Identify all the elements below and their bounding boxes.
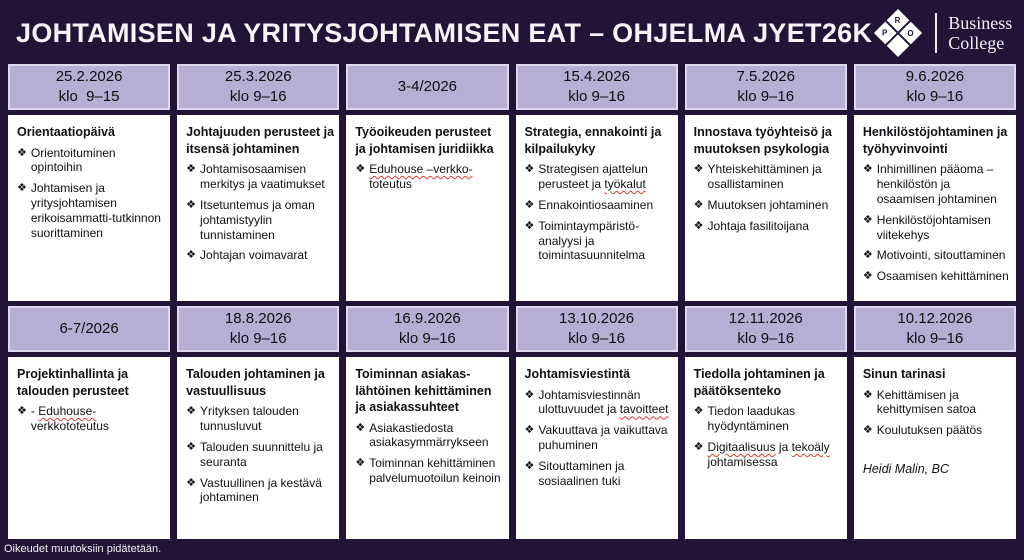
session-date: 9.6.2026 <box>905 67 965 85</box>
topic-bullet <box>863 269 1011 284</box>
session-content-cell <box>8 357 170 539</box>
session-content-cell <box>685 357 847 539</box>
topic-text: Koulutuksen päätös <box>876 423 983 438</box>
session-content-cell <box>685 115 847 301</box>
topic-bullet <box>694 198 842 213</box>
session-title: Tiedolla johtaminen ja päätöksenteko <box>693 367 825 398</box>
diamond-bullet-icon: ❖ <box>186 249 197 262</box>
session-time: klo 9–16 <box>568 330 625 347</box>
diamond-bullet-icon: ❖ <box>524 219 535 232</box>
session-date: 10.12.2026 <box>897 309 973 327</box>
topic-text: Itsetuntemus ja oman johtamistyylin tunnistaminen <box>200 197 315 242</box>
topic-bullet <box>694 404 842 434</box>
topic-text: Inhimillinen pääoma – henkilöstön ja osaamisen johtaminen <box>876 162 997 206</box>
misspelling-underline: Eduhouse –verkko- <box>369 162 473 176</box>
session-date-cell <box>346 306 508 352</box>
diamond-bullet-icon: ❖ <box>862 213 873 226</box>
logo-org-line2: College <box>948 33 1005 53</box>
diamond-bullet-icon: ❖ <box>693 219 704 232</box>
diamond-bullet-icon: ❖ <box>355 163 366 175</box>
topic-text: Johtamisosaamisen merkitys ja vaatimukset <box>200 162 325 191</box>
diamond-bullet-icon: ❖ <box>186 476 197 489</box>
topic-text: Asiakastiedosta asiakasymmärrykseen <box>369 420 489 450</box>
session-date: 25.3.2026 <box>224 67 292 85</box>
diamond-bullet-icon: ❖ <box>186 405 197 417</box>
session-date: 12.11.2026 <box>728 309 803 327</box>
topic-bullet <box>694 162 842 192</box>
program-grid <box>0 64 1024 539</box>
topic-bullet <box>186 404 334 434</box>
topic-bullet <box>863 213 1011 243</box>
topic-bullet <box>186 162 334 192</box>
topic-bullet <box>863 423 1011 438</box>
topic-text: Toimintaympäristö-analyysi ja toimintasuunnitelma <box>538 218 646 263</box>
diamond-bullet-icon: ❖ <box>862 424 873 437</box>
topic-bullet <box>186 198 334 243</box>
diamond-bullet-icon: ❖ <box>524 163 535 175</box>
session-date-cell <box>8 306 170 352</box>
topic-text: Yrityksen talouden tunnusluvut <box>200 404 299 433</box>
diamond-bullet-icon: ❖ <box>862 388 873 401</box>
topic-bullet <box>17 404 165 434</box>
session-title: Projektinhallinta ja talouden perusteet <box>17 367 129 398</box>
session-title: Orientaatiopäivä <box>17 125 115 139</box>
topic-text: Henkilöstöjohtamisen viitekehys <box>876 212 991 242</box>
session-time: klo 9–16 <box>229 88 287 105</box>
diamond-bullet-icon: ❖ <box>17 182 27 195</box>
session-title: Johtajuuden perusteet ja itsensä johtaminen <box>186 125 335 156</box>
diamond-bullet-icon: ❖ <box>693 198 704 211</box>
session-date: 25.2.2026 <box>55 67 123 85</box>
topic-bullet <box>863 162 1011 207</box>
session-title: Sinun tarinasi <box>862 367 946 381</box>
session-date: 13.10.2026 <box>559 309 635 327</box>
topic-text: Orientoituminen opintoihin <box>30 145 116 175</box>
trainer-name: Heidi Malin, BC <box>862 462 949 477</box>
topic-text: Talouden suunnittelu ja seuranta <box>200 439 323 469</box>
topic-text: Strategisen ajattelun perusteet ja työkalut <box>538 162 648 191</box>
session-title: Toiminnan asiakas-lähtöinen kehittäminen ja asiakassuhteet <box>355 367 492 414</box>
session-time: klo 9–16 <box>568 88 625 105</box>
topic-text: Muutoksen johtaminen <box>707 197 829 212</box>
topic-bullet <box>694 219 842 234</box>
session-time: klo 9–16 <box>906 88 964 105</box>
session-date-cell <box>854 306 1016 352</box>
business-college-logo <box>872 7 1016 59</box>
session-title: Henkilöstöjohtaminen ja työhyvinvointi <box>862 125 1008 156</box>
topic-bullet <box>355 456 503 486</box>
topic-text: Johtamisviestinnän ulottuvuudet ja tavoitteet <box>538 387 669 417</box>
topic-bullet <box>525 198 673 213</box>
session-date: 18.8.2026 <box>224 309 292 327</box>
session-content-cell <box>516 115 678 301</box>
session-date-cell <box>685 306 847 352</box>
topic-text: Digitaalisuus ja tekoäly johtamisessa <box>707 439 830 469</box>
session-content-cell <box>854 357 1016 539</box>
diamond-bullet-icon: ❖ <box>862 163 873 175</box>
session-title: Johtamisviestintä <box>524 367 631 381</box>
diamond-bullet-icon: ❖ <box>186 198 197 211</box>
session-content-cell <box>177 357 339 539</box>
topic-text: Sitouttaminen ja sosiaalinen tuki <box>538 459 625 488</box>
topic-bullet <box>186 476 334 506</box>
topic-text: Osaamisen kehittäminen <box>876 269 1009 284</box>
topic-text: Kehittämisen ja kehittymisen satoa <box>876 387 977 417</box>
session-title: Innostava työyhteisö ja muutoksen psykologia <box>693 125 832 156</box>
diamond-bullet-icon: ❖ <box>693 163 704 175</box>
logo-org-name <box>948 13 1012 53</box>
topic-text: Vastuullinen ja kestävä johtaminen <box>200 475 322 505</box>
diamond-bullet-icon: ❖ <box>186 440 197 453</box>
diamond-bullet-icon: ❖ <box>862 270 873 283</box>
topic-bullet <box>525 423 673 453</box>
session-date-cell <box>177 306 339 352</box>
footer-note: Oikeudet muutoksiin pidätetään. <box>4 543 162 555</box>
session-date: 6-7/2026 <box>59 319 119 337</box>
session-date: 16.9.2026 <box>394 309 461 327</box>
misspelling-underline: Eduhouse- <box>38 404 97 418</box>
topic-bullet <box>694 440 842 470</box>
topic-bullet <box>186 248 334 263</box>
diamond-bullet-icon: ❖ <box>693 405 704 417</box>
topic-text: Johtajan voimavarat <box>200 248 308 263</box>
session-time: klo 9–16 <box>399 330 456 347</box>
session-content-cell <box>346 115 508 301</box>
diamond-bullet-icon: ❖ <box>693 440 704 453</box>
topic-bullet <box>17 146 165 176</box>
misspelling-underline: tavoitteet <box>619 402 669 417</box>
session-content-cell <box>8 115 170 301</box>
topic-bullet <box>525 162 673 192</box>
topic-bullet <box>863 388 1011 418</box>
topic-bullet <box>17 181 165 241</box>
session-time: klo 9–16 <box>906 330 964 347</box>
diamond-bullet-icon: ❖ <box>17 405 27 417</box>
session-time: klo 9–16 <box>229 330 287 347</box>
session-content-cell <box>516 357 678 539</box>
diamond-letter-p: P <box>874 22 897 45</box>
misspelling-underline: tekoäly <box>791 439 830 454</box>
session-content-cell <box>346 357 508 539</box>
session-date: 15.4.2026 <box>563 67 630 85</box>
topic-text: Vakuuttava ja vaikuttava puhuminen <box>538 423 668 453</box>
diamond-bullet-icon: ❖ <box>524 460 535 472</box>
session-date-cell <box>177 64 339 110</box>
session-date-cell <box>516 64 678 110</box>
diamond-bullet-icon: ❖ <box>355 457 366 470</box>
session-title: Työoikeuden perusteet ja johtamisen juridiikka <box>355 125 494 156</box>
misspelling-underline: Digitaalisuus <box>707 439 776 454</box>
session-title: Strategia, ennakointi ja kilpailukyky <box>524 125 662 156</box>
diamond-bullet-icon: ❖ <box>524 424 535 437</box>
topic-bullet <box>355 162 503 192</box>
topic-bullet <box>525 388 673 418</box>
session-content-cell <box>177 115 339 301</box>
diamond-bullet-icon: ❖ <box>186 163 197 175</box>
session-time: klo 9–15 <box>58 88 120 105</box>
page-title: JOHTAMISEN JA YRITYSJOHTAMISEN EAT – OHJELMA JYET26K <box>16 17 873 48</box>
session-date-cell <box>516 306 678 352</box>
topic-bullet <box>355 421 503 451</box>
topic-text: Johtamisen ja yritysjohtamisen erikoisammatti-tutkinnon suorittaminen <box>30 181 161 240</box>
session-date-cell <box>854 64 1016 110</box>
session-date-cell <box>685 64 847 110</box>
session-date: 3-4/2026 <box>397 77 458 95</box>
topic-text: Johtaja fasilitoijana <box>707 218 809 233</box>
diamond-bullet-icon: ❖ <box>862 249 873 262</box>
pro-diamond-icon <box>872 7 924 59</box>
session-time: klo 9–16 <box>737 88 795 105</box>
topic-text: Motivointi, sitouttaminen <box>876 248 1006 263</box>
session-title: Talouden johtaminen ja vastuullisuus <box>186 367 325 398</box>
topic-text: - Eduhouse-verkkototeutus <box>30 404 109 433</box>
session-date-cell <box>8 64 170 110</box>
session-date-cell <box>346 64 508 110</box>
logo-org-line1: Business <box>948 12 1013 33</box>
diamond-letter-o: O <box>900 22 923 45</box>
diamond-letter-r: R <box>887 9 910 32</box>
diamond-bullet-icon: ❖ <box>524 198 535 211</box>
logo-divider <box>935 13 937 53</box>
session-content-cell <box>854 115 1016 301</box>
topic-bullet <box>863 248 1011 263</box>
diamond-bullet-icon: ❖ <box>17 146 27 159</box>
topic-text: Tiedon laadukas hyödyntäminen <box>707 404 796 433</box>
diamond-bullet-icon: ❖ <box>524 388 535 401</box>
topic-text: Yhteiskehittäminen ja osallistaminen <box>707 162 822 191</box>
slide-header <box>0 0 1024 64</box>
topic-bullet <box>525 219 673 264</box>
session-date: 7.5.2026 <box>736 67 795 85</box>
topic-text: Ennakointiosaaminen <box>538 197 654 212</box>
session-time: klo 9–16 <box>737 330 795 347</box>
topic-bullet <box>525 459 673 489</box>
topic-text: Toiminnan kehittäminen palvelumuotoilun keinoin <box>369 456 501 486</box>
topic-text: Eduhouse –verkko-toteutus <box>369 162 473 191</box>
topic-bullet <box>186 440 334 470</box>
misspelling-underline: työkalut <box>604 176 646 191</box>
diamond-bullet-icon: ❖ <box>355 421 366 434</box>
